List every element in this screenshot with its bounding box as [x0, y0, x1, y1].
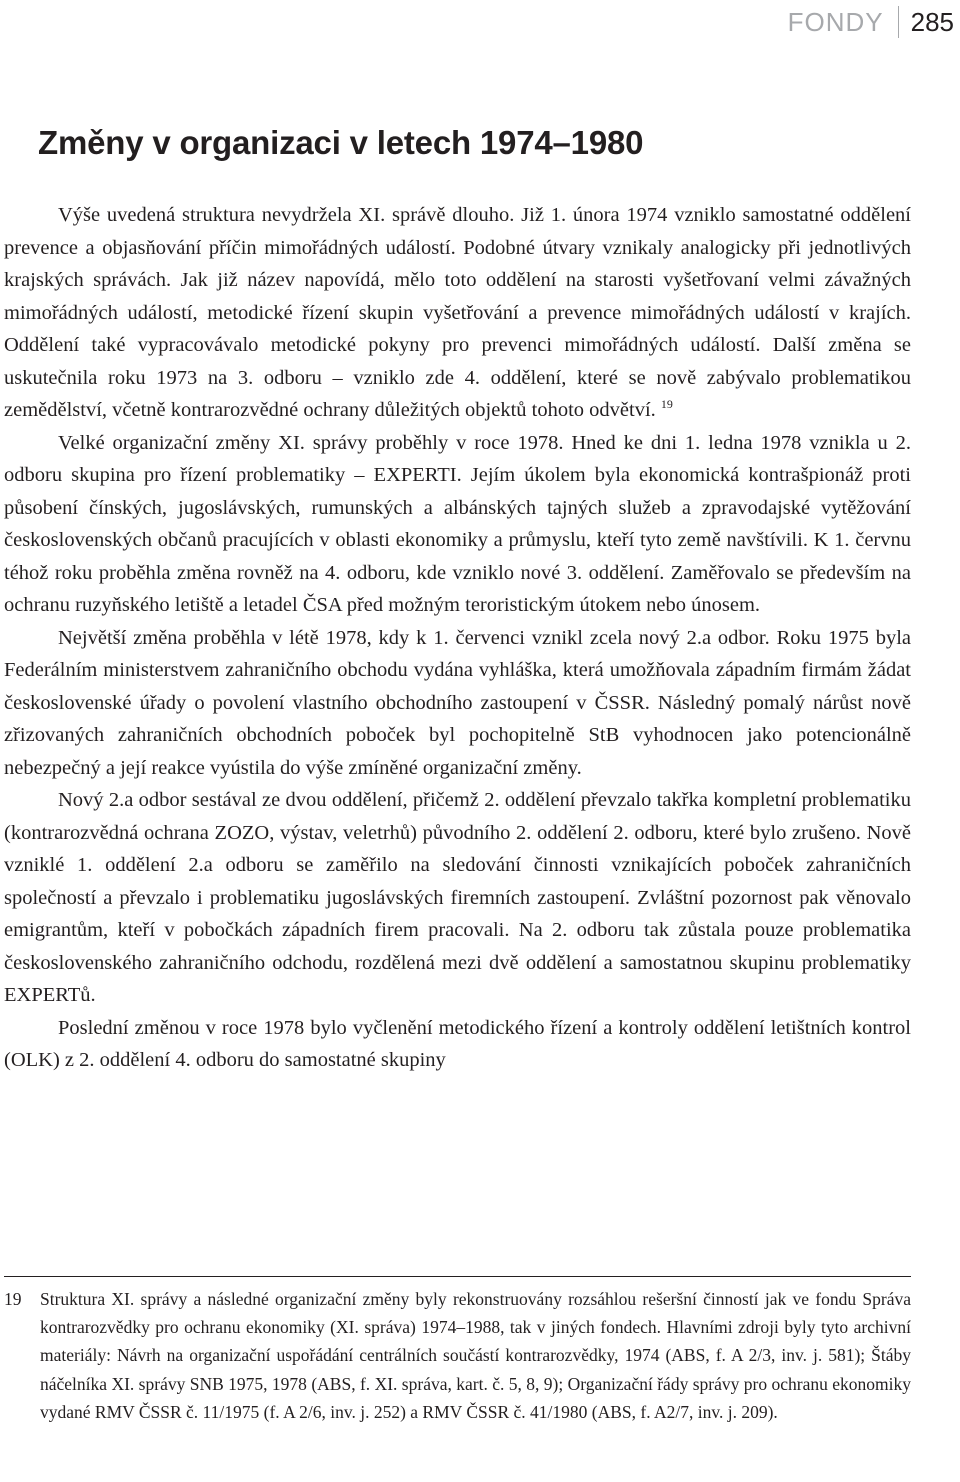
- page-number: 285: [910, 6, 954, 37]
- footnote-divider: [4, 1276, 911, 1277]
- paragraph-3: Největší změna proběhla v létě 1978, kdy k 1. červenci vznikl zcela nový 2.a odbor. Roku 1975 byla Federálním ministerstvem zahraničního obchodu vydána vyhláška, která umožňovala západním firmám žádat československé úřady o povolení vlastního obchodního zastoupení v ČSSR. Následný pomalý nárůst nově zřizovaných zahraničních obchodních poboček byl pochopitelně StB vyhodnocen jako potencionálně nebezpečný a její reakce vyústila do výše zmíněné organizační změny.: [4, 626, 911, 779]
- paragraph-2: Velké organizační změny XI. správy proběhly v roce 1978. Hned ke dni 1. ledna 1978 vznikla u 2. odboru skupina pro řízení problematiky – EXPERTI. Jejím úkolem byla ekonomická kontrašpionáž proti působení čínských, jugoslávských, rumunských a albánských tajných služeb a zpravodajské vytěžování československých občanů pracujících v oblasti ekonomiky a průmyslu, kteří tyto země navštívili. K 1. červnu téhož roku proběhla změna rovněž na 4. odboru, kde vzniklo nové 3. oddělení. Zaměřovalo se především na ochranu ruzyňského letiště a letadel ČSA před možným teroristickým útokem nebo únosem.: [4, 431, 911, 616]
- running-head: [788, 6, 960, 38]
- paragraph-1-text: Výše uvedená struktura nevydržela XI. správě dlouho. Již 1. února 1974 vzniklo samostatné oddělení prevence a objasňování příčin mimořádných událostí. Podobné útvary vznikaly analogicky při jednotlivých krajských správách. Jak již název napovídá, mělo toto oddělení na starosti vyšetřovaní velmi závažných mimořádných událostí, metodické řízení skupin vyšetřování a prevence mimořádných událostí v krajích. Oddělení také vypracovávalo metodické pokyny pro prevenci mimořádných událostí. Další změna se uskutečnila roku 1973 na 3. odboru – vzniklo zde 4. oddělení, které se nově zabývalo problematikou zemědělství, včetně kontrarozvědné ochrany důležitých objektů tohoto odvětví.: [4, 204, 911, 421]
- footnote-reference[interactable]: 19: [660, 397, 673, 411]
- paragraph-1: [4, 199, 911, 427]
- footnote-text: Struktura XI. správy a následné organizační změny byly rekonstruovány rozsáhlou rešeršní činností jak ve fondu Správa kontrarozvědky pro ochranu ekonomiky (XI. správa) 1974–1988, tak v jiných fondech. Hlavními zdroji byly tyto archivní materiály: Návrh na organizační uspořádání centrálních součástí kontrarozvědky, 1974 (ABS, f. A 2/3, inv. j. 581); Štáby náčelníka XI. správy SNB 1975, 1978 (ABS, f. XI. správa, kart. č. 5, 8, 9); Organizační řády správy pro ochranu ekonomiky vydané RMV ČSSR č. 11/1975 (f. A 2/6, inv. j. 252) a RMV ČSSR č. 41/1980 (ABS, f. A2/7, inv. j. 209).: [40, 1289, 911, 1422]
- running-head-section: FONDY: [787, 6, 884, 37]
- paragraph-5: Poslední změnou v roce 1978 bylo vyčlenění metodického řízení a kontroly oddělení letištních kontrol (OLK) z 2. oddělení 4. odboru do samostatné skupiny: [4, 1016, 911, 1071]
- body-text: [4, 199, 911, 1077]
- footnote-number: 19: [4, 1289, 22, 1309]
- paragraph-4: Nový 2.a odbor sestával ze dvou oddělení, přičemž 2. oddělení převzalo takřka kompletní problematiku (kontrarozvědná ochrana ZOZO, výstav, veletrhů) původního 2. oddělení 2. odboru, které bylo zrušeno. Nově vzniklé 1. oddělení 2.a odboru se zaměřilo na sledování činnosti vznikajících poboček zahraničních společností a převzalo i problematiku jugoslávských firemních zastoupení. Zvláštní pozornost pak věnovalo emigrantům, kteří v pobočkách západních firem pracovali. Na 2. odboru tak zůstala pouze problematika československého zahraničního odchodu, rozdělená mezi dvě oddělení a samostatnou skupinu problematiky EXPERTů.: [4, 789, 911, 1006]
- chapter-title: Změny v organizaci v letech 1974–1980: [38, 124, 644, 161]
- footnote: [4, 1285, 911, 1426]
